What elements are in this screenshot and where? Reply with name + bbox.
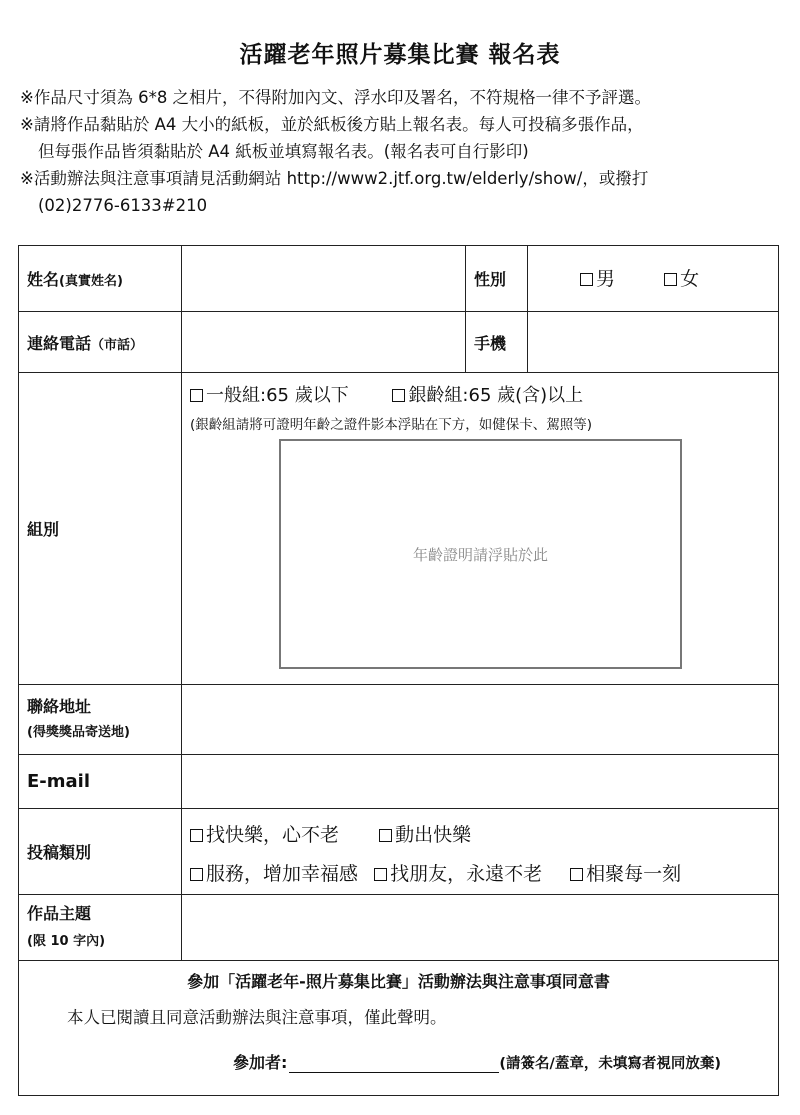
- email-input[interactable]: [182, 755, 779, 809]
- row-consent: [19, 961, 779, 1096]
- id-photo-area: [279, 439, 682, 669]
- category-option-5[interactable]: 相聚每一刻: [570, 863, 681, 885]
- form-title: 活躍老年照片募集比賽 報名表: [239, 42, 561, 68]
- category-options: [182, 809, 779, 895]
- group-choices: [190, 381, 778, 407]
- category-checkbox[interactable]: [190, 829, 203, 842]
- name-label: 姓名(真實姓名): [19, 246, 182, 312]
- name-input[interactable]: [182, 246, 466, 312]
- photo-placeholder-text: 年齡證明請浮貼於此: [412, 545, 548, 564]
- consent-text: 本人已閱讀且同意活動辦法與注意事項，僅此聲明。: [67, 1008, 447, 1027]
- registration-form: [18, 245, 779, 1096]
- signature-note: (請簽名/蓋章，未填寫者視同放棄): [499, 1056, 721, 1072]
- mobile-label: 手機: [466, 312, 528, 373]
- male-checkbox[interactable]: [580, 273, 593, 286]
- phone-input[interactable]: [182, 312, 466, 373]
- group-options: [182, 373, 779, 685]
- row-name: [19, 246, 779, 312]
- consent-section: [19, 961, 779, 1096]
- theme-label: 作品主題 (限 10 字內): [19, 895, 182, 961]
- category-line-2: [190, 859, 778, 886]
- category-checkbox[interactable]: [190, 868, 203, 881]
- category-option-1[interactable]: 找快樂，心不老: [190, 824, 339, 846]
- gender-female-option[interactable]: 女: [664, 268, 699, 290]
- group-general-option[interactable]: 一般組:65 歲以下: [190, 385, 349, 406]
- note-mount-cont: 但每張作品皆須黏貼於 A4 紙板並填寫報名表。(報名表可自行影印): [38, 142, 529, 161]
- category-line-1: [190, 820, 778, 847]
- address-input[interactable]: [182, 685, 779, 755]
- note-mount: ※請將作品黏貼於 A4 大小的紙板，並於紙板後方貼上報名表。每人可投稿多張作品，: [20, 115, 644, 134]
- general-checkbox[interactable]: [190, 389, 203, 402]
- group-label: 組別: [19, 373, 182, 685]
- group-senior-option[interactable]: 銀齡組:65 歲(含)以上: [392, 385, 583, 406]
- phone-label: 連絡電話（市話）: [19, 312, 182, 373]
- email-label: E-mail: [19, 755, 182, 809]
- category-checkbox[interactable]: [379, 829, 392, 842]
- note-website: ※活動辦法與注意事項請見活動網站 http://www2.jtf.org.tw/elderly/show/，或撥打: [20, 169, 649, 188]
- category-checkbox[interactable]: [570, 868, 583, 881]
- note-size: ※作品尺寸須為 6*8 之相片，不得附加內文、浮水印及署名，不符規格一律不予評選。: [20, 88, 652, 107]
- signature-line: [233, 1050, 778, 1073]
- address-label: 聯絡地址 (得獎獎品寄送地): [19, 685, 182, 755]
- female-checkbox[interactable]: [664, 273, 677, 286]
- row-theme: [19, 895, 779, 961]
- signature-field[interactable]: [289, 1054, 499, 1073]
- consent-title: 參加「活躍老年-照片募集比賽」活動辦法與注意事項同意書: [187, 972, 610, 991]
- instructions: [20, 84, 790, 219]
- senior-checkbox[interactable]: [392, 389, 405, 402]
- gender-male-option[interactable]: 男: [580, 268, 615, 290]
- category-option-3[interactable]: 服務，增加幸福感: [190, 863, 358, 885]
- gender-label: 性別: [466, 246, 528, 312]
- category-option-4[interactable]: 找朋友，永遠不老: [374, 863, 542, 885]
- mobile-input[interactable]: [528, 312, 779, 373]
- row-category: [19, 809, 779, 895]
- row-group: [19, 373, 779, 685]
- note-phone: (02)2776-6133#210: [38, 196, 208, 215]
- row-email: [19, 755, 779, 809]
- group-note: (銀齡組請將可證明年齡之證件影本浮貼在下方，如健保卡、駕照等): [190, 417, 593, 433]
- category-label: 投稿類別: [19, 809, 182, 895]
- category-option-2[interactable]: 動出快樂: [379, 824, 471, 846]
- row-address: [19, 685, 779, 755]
- category-checkbox[interactable]: [374, 868, 387, 881]
- gender-options: [528, 246, 779, 312]
- participant-label: 參加者:: [233, 1053, 288, 1072]
- row-phone: [19, 312, 779, 373]
- theme-input[interactable]: [182, 895, 779, 961]
